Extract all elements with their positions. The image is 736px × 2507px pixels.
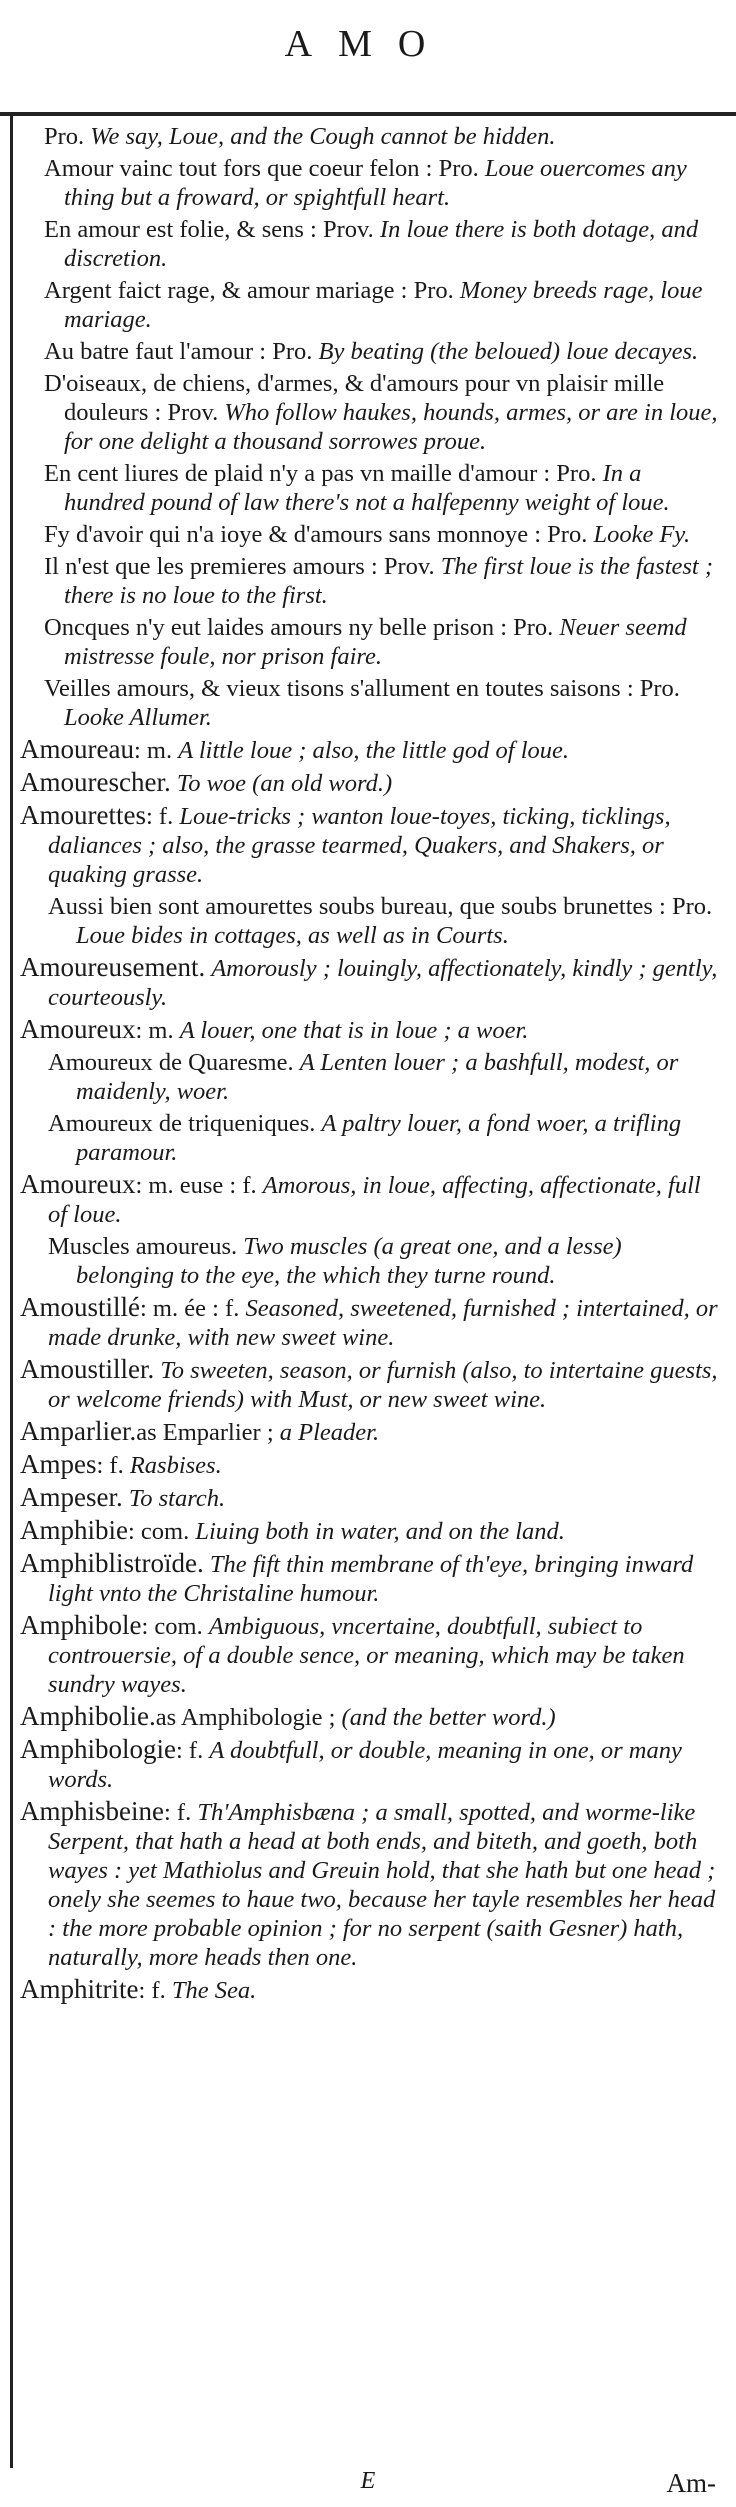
proverb-entry [20,459,720,517]
entry-headword: Amoustiller. [20,1354,155,1384]
entry-grammar: : m. [135,1017,174,1044]
proverb-entry [20,520,720,549]
dictionary-entry [20,1483,720,1513]
entry-definition: Loue-tricks ; wanton loue-toyes, ticking, ticklings, daliances ; also, the grasse tearmed, Quakers, and Shakers, or quaking grasse. [48,803,671,888]
entry-grammar: D'oiseaux, de chiens, d'armes, & d'amours pour vn plaisir mille douleurs : Prov. [44,370,665,426]
proverb-entry [20,552,720,610]
entry-grammar: En cent liures de plaid n'y a pas vn maille d'amour : Pro. [44,460,597,487]
running-head: AMO [284,23,452,65]
dictionary-entry [20,1611,720,1699]
entry-definition: To sweeten, season, or furnish (also, to intertaine guests, or welcome friends) with Must, or new sweet wine. [48,1357,718,1413]
entry-grammar: Amour vainc tout fors que coeur felon : Pro. [44,155,479,182]
proverb-entry [20,369,720,456]
entry-grammar: : com. [141,1613,203,1640]
sub-entry [20,1232,720,1290]
dictionary-entry [20,1735,720,1794]
entry-definition: Ambiguous, vncertaine, doubtfull, subiect to controuersie, of a double sence, or meaning, which may be taken sundry wayes. [48,1613,685,1698]
entry-definition: (and the better word.) [341,1704,556,1731]
entry-grammar: Fy d'avoir qui n'a ioye & d'amours sans monnoye : Pro. [44,521,588,548]
entry-definition: Seasoned, sweetened, furnished ; intertained, or made drunke, with new sweet wine. [48,1295,718,1351]
entry-definition: Th'Amphisbæna ; a small, spotted, and worme-like Serpent, that hath a head at both ends, and biteth, and goeth, both wayes : yet Mathiolus and Greuin hold, that she hath but one head ; onely she seemes to haue two, because her tayle resembles her head : the more probable opinion ; for no serpent (saith Gesner) hath, naturally, more heads then one. [48,1799,716,1971]
entry-headword: Amphibologie [20,1734,176,1764]
header-rule [0,112,736,116]
entry-grammar: Veilles amours, & vieux tisons s'allument en toutes saisons : Pro. [44,675,680,702]
entry-grammar: Oncques n'y eut laides amours ny belle prison : Pro. [44,614,554,641]
entry-headword: Amoureux [20,1014,136,1044]
dictionary-entry [20,1293,720,1352]
entry-grammar: Pro. [44,123,85,150]
entry-grammar: : m. euse : f. [135,1172,257,1199]
entry-headword: Amoureux [20,1169,136,1199]
entry-definition: a Pleader. [279,1419,380,1446]
entry-definition: Amorous, in loue, affecting, affectionate, full of loue. [48,1172,701,1228]
sub-entry [20,1048,720,1106]
dictionary-entry [20,1702,720,1732]
proverb-entry [20,674,720,732]
entry-grammar: : f. [96,1452,124,1479]
dictionary-entry [20,1355,720,1414]
entry-headword: Ampeser. [20,1482,123,1512]
entry-definition: In loue there is both dotage, and discretion. [64,216,699,272]
entry-definition: Who follow haukes, hounds, armes, or are in loue, for one delight a thousand sorrowes proue. [64,399,718,455]
entry-definition: Liuing both in water, and on the land. [195,1518,565,1545]
dictionary-entry [20,1516,720,1546]
dictionary-entry [20,1975,720,2005]
entry-headword: Amourescher. [20,767,171,797]
entry-grammar: : m. [133,737,173,764]
entry-definition: The fift thin membrane of th'eye, bringing inward light vnto the Christaline humour. [48,1551,694,1607]
entry-definition: Looke Allumer. [64,704,212,731]
entry-headword: Amphibolie. [20,1701,156,1731]
entry-definition: To woe (an old word.) [176,770,393,797]
entry-headword: Amourettes [20,800,146,830]
catchword: Am- [666,2468,716,2498]
entry-headword: Amoureau [20,734,134,764]
entry-definition: The Sea. [171,1977,257,2004]
entry-definition: In a hundred pound of law there's not a halfepenny weight of loue. [64,460,670,516]
dictionary-entry [20,1450,720,1480]
entry-headword: Amphitrite [20,1974,139,2004]
entry-definition: We say, Loue, and the Cough cannot be hidden. [90,123,556,150]
dictionary-entry [20,1170,720,1229]
entry-headword: Ampes [20,1449,97,1479]
entry-grammar: Il n'est que les premieres amours : Prov. [44,553,435,580]
dictionary-entry [20,1417,720,1447]
entry-definition: By beating (the beloued) loue decayes. [318,338,699,365]
entry-headword: Amphisbeine [20,1796,164,1826]
proverb-entry [20,215,720,273]
entry-grammar: : f. [163,1799,192,1826]
entry-headword: Amoustillé [20,1292,140,1322]
entry-grammar: Muscles amoureus. [48,1233,238,1260]
proverb-entry [20,122,720,151]
proverb-entry [20,337,720,366]
sub-entry [20,1109,720,1167]
entry-grammar: : m. ée : f. [140,1295,240,1322]
entry-definition: Neuer seemd mistresse foule, nor prison faire. [64,614,687,670]
entry-definition: Rasbises. [129,1452,222,1479]
entry-grammar: Amoureux de triqueniques. [48,1110,316,1137]
entry-grammar: : f. [176,1737,204,1764]
page-footer [0,2468,736,2504]
entry-definition: Loue bides in cottages, as well as in Courts. [76,922,509,949]
entry-grammar: Argent faict rage, & amour mariage : Pro. [44,277,454,304]
proverb-entry [20,276,720,334]
proverb-entry [20,154,720,212]
column-rule [10,114,13,2468]
entry-grammar: as Amphibologie ; [155,1704,336,1731]
entry-definition: Looke Fy. [593,521,691,548]
dictionary-entry [20,1015,720,1045]
entry-grammar: as Emparlier ; [136,1419,274,1446]
dictionary-entry [20,801,720,889]
entry-definition: Amorously ; louingly, affectionately, kindly ; gently, courteously. [48,955,718,1011]
signature-mark: E [360,2468,376,2494]
entry-headword: Amphiblistroïde. [20,1548,204,1578]
entry-definition: The first loue is the fastest ; there is no loue to the first. [64,553,713,609]
entry-headword: Amparlier. [20,1416,137,1446]
entry-definition: Money breeds rage, loue mariage. [64,277,703,333]
entry-definition: A paltry louer, a fond woer, a trifling paramour. [76,1110,682,1166]
entry-grammar: En amour est folie, & sens : Prov. [44,216,374,243]
sub-entry [20,892,720,950]
entry-definition: Two muscles (a great one, and a lesse) belonging to the eye, the which they turne round. [76,1233,622,1289]
entry-definition: A Lenten louer ; a bashfull, modest, or maidenly, woer. [76,1049,679,1105]
entry-definition: A little loue ; also, the little god of loue. [178,737,570,764]
entry-grammar: : f. [145,803,174,830]
dictionary-entry [20,953,720,1012]
dictionary-entry [20,768,720,798]
entry-definition: A doubtfull, or double, meaning in one, or many words. [48,1737,682,1793]
entry-grammar: Amoureux de Quaresme. [48,1049,294,1076]
proverb-entry [20,613,720,671]
dictionary-entry [20,1797,720,1972]
entry-definition: To starch. [128,1485,226,1512]
dictionary-entry [20,1549,720,1608]
entry-headword: Amphibie [20,1515,128,1545]
entry-list [20,122,720,2008]
entry-grammar: Aussi bien sont amourettes soubs bureau, que soubs brunettes : Pro. [48,893,713,920]
entry-headword: Amoureusement. [20,952,206,982]
entry-headword: Amphibole [20,1610,142,1640]
dictionary-entry [20,735,720,765]
entry-definition: Loue ouercomes any thing but a froward, or spightfull heart. [64,155,687,211]
entry-grammar: Au batre faut l'amour : Pro. [44,338,313,365]
entry-grammar: : f. [138,1977,166,2004]
entry-definition: A louer, one that is in loue ; a woer. [179,1017,529,1044]
entry-grammar: : com. [128,1518,190,1545]
